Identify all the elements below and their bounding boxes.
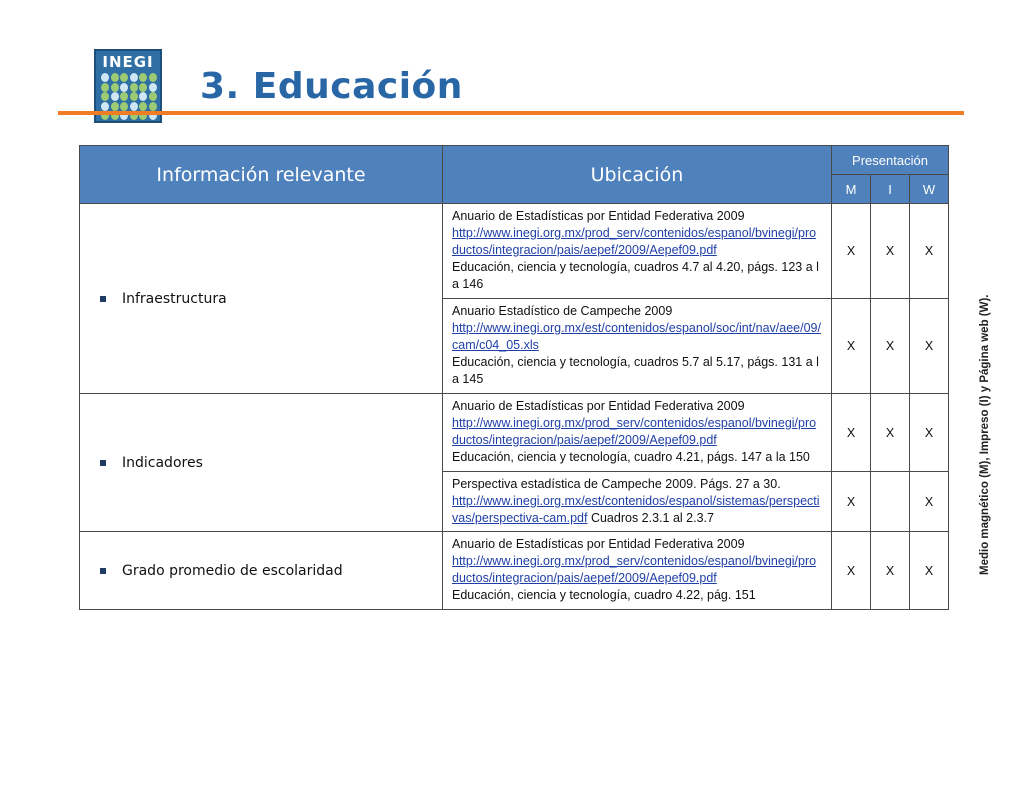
logo-dot — [130, 92, 138, 101]
location-cell — [443, 472, 832, 532]
location-cell — [443, 204, 832, 299]
presentation-i-cell: X — [871, 204, 910, 299]
topic-label: Infraestructura — [122, 290, 227, 307]
logo-dot — [101, 83, 109, 92]
orange-divider — [58, 111, 964, 115]
presentation-i-cell: X — [871, 532, 910, 610]
source-link[interactable]: http://www.inegi.org.mx/prod_serv/contenidos/espanol/bvinegi/productos/integracion/pais/aepef/2009/Aepef09.pdf — [452, 416, 817, 447]
header-informacion: Información relevante — [80, 146, 443, 204]
logo-dot — [149, 92, 157, 101]
source-detail: Educación, ciencia y tecnología, cuadro 4.21, págs. 147 a la 150 — [452, 450, 810, 464]
location-cell — [443, 532, 832, 610]
source-title: Anuario de Estadísticas por Entidad Federativa 2009 — [452, 537, 745, 551]
logo-dot — [111, 92, 119, 101]
table-row — [80, 394, 949, 472]
header-m: M — [832, 175, 871, 204]
source-link[interactable]: http://www.inegi.org.mx/est/contenidos/espanol/soc/int/nav/aee/09/cam/c04_05.xls — [452, 321, 821, 352]
logo-dot — [111, 102, 119, 111]
source-link[interactable]: http://www.inegi.org.mx/est/contenidos/espanol/sistemas/perspectivas/perspectiva-cam.pdf — [452, 494, 820, 525]
topic-label: Grado promedio de escolaridad — [122, 562, 343, 579]
topic-cell — [80, 204, 443, 394]
logo-dot — [130, 83, 138, 92]
presentation-i-cell: X — [871, 394, 910, 472]
presentation-w-cell: X — [910, 394, 949, 472]
logo-dot — [130, 102, 138, 111]
presentation-m-cell: X — [832, 532, 871, 610]
logo-dot — [101, 102, 109, 111]
location-cell — [443, 394, 832, 472]
logo-text: INEGI — [102, 53, 154, 71]
header-ubicacion: Ubicación — [443, 146, 832, 204]
source-detail: Educación, ciencia y tecnología, cuadros 4.7 al 4.20, págs. 123 a la 146 — [452, 260, 819, 291]
header-presentacion: Presentación — [832, 146, 949, 175]
logo-dot — [101, 73, 109, 82]
presentation-m-cell: X — [832, 472, 871, 532]
logo-dot — [139, 83, 147, 92]
presentation-m-cell: X — [832, 204, 871, 299]
logo-dot — [130, 73, 138, 82]
bullet-icon — [100, 568, 106, 574]
side-note: Medio magnético (M), Impreso (I) y Página web (W). — [979, 294, 991, 575]
topic-cell — [80, 394, 443, 532]
source-detail: Educación, ciencia y tecnología, cuadro 4.22, pág. 151 — [452, 588, 756, 602]
source-title: Anuario de Estadísticas por Entidad Federativa 2009 — [452, 209, 745, 223]
logo-dot — [120, 83, 128, 92]
location-cell — [443, 299, 832, 394]
logo-dot — [120, 92, 128, 101]
table-row — [80, 532, 949, 610]
presentation-m-cell: X — [832, 299, 871, 394]
logo-dot — [120, 102, 128, 111]
presentation-w-cell: X — [910, 472, 949, 532]
presentation-m-cell: X — [832, 394, 871, 472]
presentation-w-cell: X — [910, 299, 949, 394]
logo-dot — [149, 73, 157, 82]
source-detail: Educación, ciencia y tecnología, cuadros 5.7 al 5.17, págs. 131 a la 145 — [452, 355, 819, 386]
table-row — [80, 204, 949, 299]
header-w: W — [910, 175, 949, 204]
source-title: Anuario de Estadísticas por Entidad Federativa 2009 — [452, 399, 745, 413]
source-title: Perspectiva estadística de Campeche 2009. Págs. 27 a 30. — [452, 477, 781, 491]
header-i: I — [871, 175, 910, 204]
topic-cell — [80, 532, 443, 610]
source-title: Anuario Estadístico de Campeche 2009 — [452, 304, 673, 318]
logo-dot — [139, 102, 147, 111]
logo-dot — [111, 73, 119, 82]
presentation-i-cell — [871, 472, 910, 532]
source-detail: Cuadros 2.3.1 al 2.3.7 — [587, 511, 714, 525]
bullet-icon — [100, 296, 106, 302]
page-title: 3. Educación — [200, 66, 463, 107]
source-link[interactable]: http://www.inegi.org.mx/prod_serv/contenidos/espanol/bvinegi/productos/integracion/pais/aepef/2009/Aepef09.pdf — [452, 554, 817, 585]
presentation-w-cell: X — [910, 204, 949, 299]
logo-dot — [149, 102, 157, 111]
logo-dot — [139, 92, 147, 101]
topic-label: Indicadores — [122, 454, 203, 471]
presentation-w-cell: X — [910, 532, 949, 610]
logo-dot — [120, 73, 128, 82]
logo-dot — [101, 92, 109, 101]
logo-dot — [111, 83, 119, 92]
logo-dot — [139, 73, 147, 82]
bullet-icon — [100, 460, 106, 466]
source-link[interactable]: http://www.inegi.org.mx/prod_serv/contenidos/espanol/bvinegi/productos/integracion/pais/aepef/2009/Aepef09.pdf — [452, 226, 817, 257]
logo-dot — [149, 83, 157, 92]
education-sources-table — [79, 145, 949, 610]
presentation-i-cell: X — [871, 299, 910, 394]
